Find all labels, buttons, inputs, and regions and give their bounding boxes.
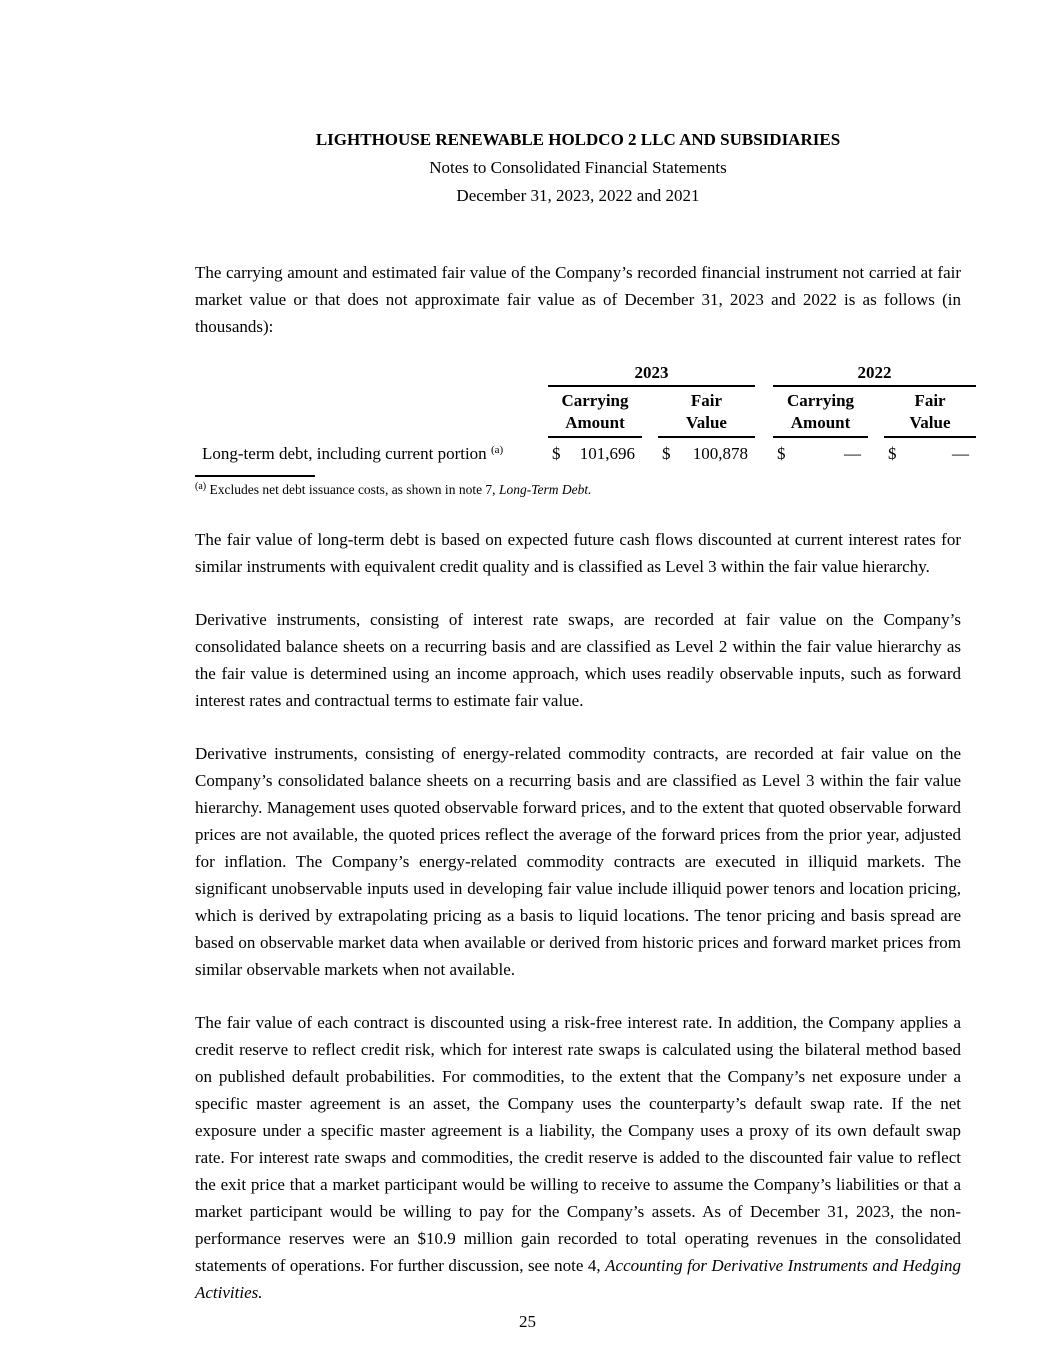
footnote-reference-italic: Long-Term Debt. [498, 482, 592, 497]
column-gap [755, 361, 773, 386]
interest-rate-swaps-paragraph: Derivative instruments, consisting of interest rate swaps, are recorded at fair value on the Company’s consolidated balance sheets on a recurring basis and are classified as Level 2 within the fair value hierarchy as the fair value is determined using an income approach, which uses readily observable inputs, such as forward interest rates and contractual terms to estimate fair value. [195, 610, 961, 710]
column-header-2022-carrying-amount [773, 386, 868, 437]
footnote-body: Excludes net debt issuance costs, as shown in note 7, [206, 482, 499, 497]
document-subtitle: Notes to Consolidated Financial Statements [429, 158, 727, 177]
report-date-line: December 31, 2023, 2022 and 2021 [456, 186, 700, 205]
column-header-line: Value [909, 413, 951, 432]
table-row-long-term-debt [195, 437, 976, 464]
year-header-2023: 2023 [548, 361, 755, 386]
credit-reserve-paragraph [195, 1009, 961, 1306]
currency-symbol: $ [888, 444, 897, 463]
currency-symbol: $ [662, 444, 671, 463]
currency-symbol: $ [777, 444, 786, 463]
footnote-text [195, 480, 961, 500]
fair-value-paragraph: The fair value of long-term debt is based on expected future cash flows discounted at current interest rates for similar instruments with equivalent credit quality and is classified as Level 3 within the fair value hierarchy. [195, 530, 961, 576]
footnote-ref-a: (a) [490, 444, 504, 456]
document-header [195, 0, 961, 210]
company-title: LIGHTHOUSE RENEWABLE HOLDCO 2 LLC AND SUBSIDIARIES [315, 130, 841, 149]
table-year-header-row [195, 361, 976, 386]
amount-value: — [844, 444, 862, 463]
column-gap [868, 437, 884, 464]
credit-reserve-reference-italic: Accounting for Derivative Instruments and Hedging Activities. [195, 1256, 961, 1302]
currency-symbol: $ [552, 444, 561, 463]
year-header-2022: 2022 [773, 361, 976, 386]
column-gap [755, 386, 773, 437]
footnote-block [195, 475, 961, 500]
table-subheader-row [195, 386, 976, 437]
fair-value-table [195, 361, 976, 464]
cell-2023-fair-value [658, 437, 755, 464]
column-gap [868, 386, 884, 437]
footnote-marker: (a) [195, 481, 207, 492]
intro-paragraph: The carrying amount and estimated fair value of the Company’s recorded financial instrument not carried at fair market value or that does not approximate fair value as of December 31, 2023 and 2022 is as follows (in thousands): [195, 263, 961, 336]
cell-2023-carrying-amount [548, 437, 642, 464]
column-header-line: Carrying [561, 391, 629, 410]
row-label-long-term-debt [195, 437, 548, 464]
column-header-line: Value [686, 413, 727, 432]
column-header-line: Amount [565, 413, 625, 432]
cell-2022-carrying-amount [773, 437, 868, 464]
cell-2022-fair-value [884, 437, 976, 464]
empty-cell [195, 361, 548, 386]
column-header-line: Carrying [786, 391, 855, 410]
empty-cell [195, 386, 548, 437]
column-header-line: Fair [914, 391, 946, 410]
page-number: 25 [519, 1312, 536, 1331]
page-content [195, 0, 970, 1306]
amount-value: 101,696 [579, 444, 635, 463]
column-gap [755, 437, 773, 464]
row-label-text: Long-term debt, including current portion [202, 444, 491, 463]
amount-value: 100,878 [692, 444, 749, 463]
column-header-2022-fair-value [884, 386, 976, 437]
amount-value: — [952, 444, 970, 463]
credit-reserve-text: The fair value of each contract is discounted using a risk-free interest rate. In addition, the Company applies a credit reserve to reflect credit risk, which for interest rate swaps is calculated using the bilateral method based on published default probabilities. For commodities, to the extent that the Company’s net exposure under a specific master agreement is an asset, the Company uses the counterparty’s default swap rate. If the net exposure under a specific master agreement is a liability, the Company uses a proxy of its own default swap rate. For interest rate swaps and commodities, the credit reserve is added to the discounted fair value to reflect the exit price that a market participant would be willing to receive to assume the Company’s liabilities or that a market participant would be willing to pay for the Company’s assets. As of December 31, 2023, the non-performance reserves were an $10.9 million gain recorded to total operating revenues in the consolidated statements of operations. For further discussion, see note 4, [195, 1013, 961, 1275]
column-header-line: Fair [690, 391, 723, 410]
column-header-2023-fair-value [658, 386, 755, 437]
column-gap [642, 437, 658, 464]
column-gap [642, 386, 658, 437]
column-header-line: Amount [790, 413, 851, 432]
footnote-divider [195, 475, 315, 477]
column-header-2023-carrying-amount [548, 386, 642, 437]
commodity-contracts-paragraph: Derivative instruments, consisting of energy-related commodity contracts, are recorded at fair value on the Company’s consolidated balance sheets on a recurring basis and are classified as Level 3 within the fair value hierarchy. Management uses quoted observable forward prices, and to the extent that quoted observable forward prices are not available, the quoted prices reflect the average of the forward prices from the prior year, adjusted for inflation. The Company’s energy-related commodity contracts are executed in illiquid markets. The significant unobservable inputs used in developing fair value include illiquid power tenors and location pricing, which is derived by extrapolating pricing as a basis to liquid locations. The tenor pricing and basis spread are based on observable market data when available or derived from historic prices and forward market prices from similar observable markets when not available. [195, 744, 961, 979]
